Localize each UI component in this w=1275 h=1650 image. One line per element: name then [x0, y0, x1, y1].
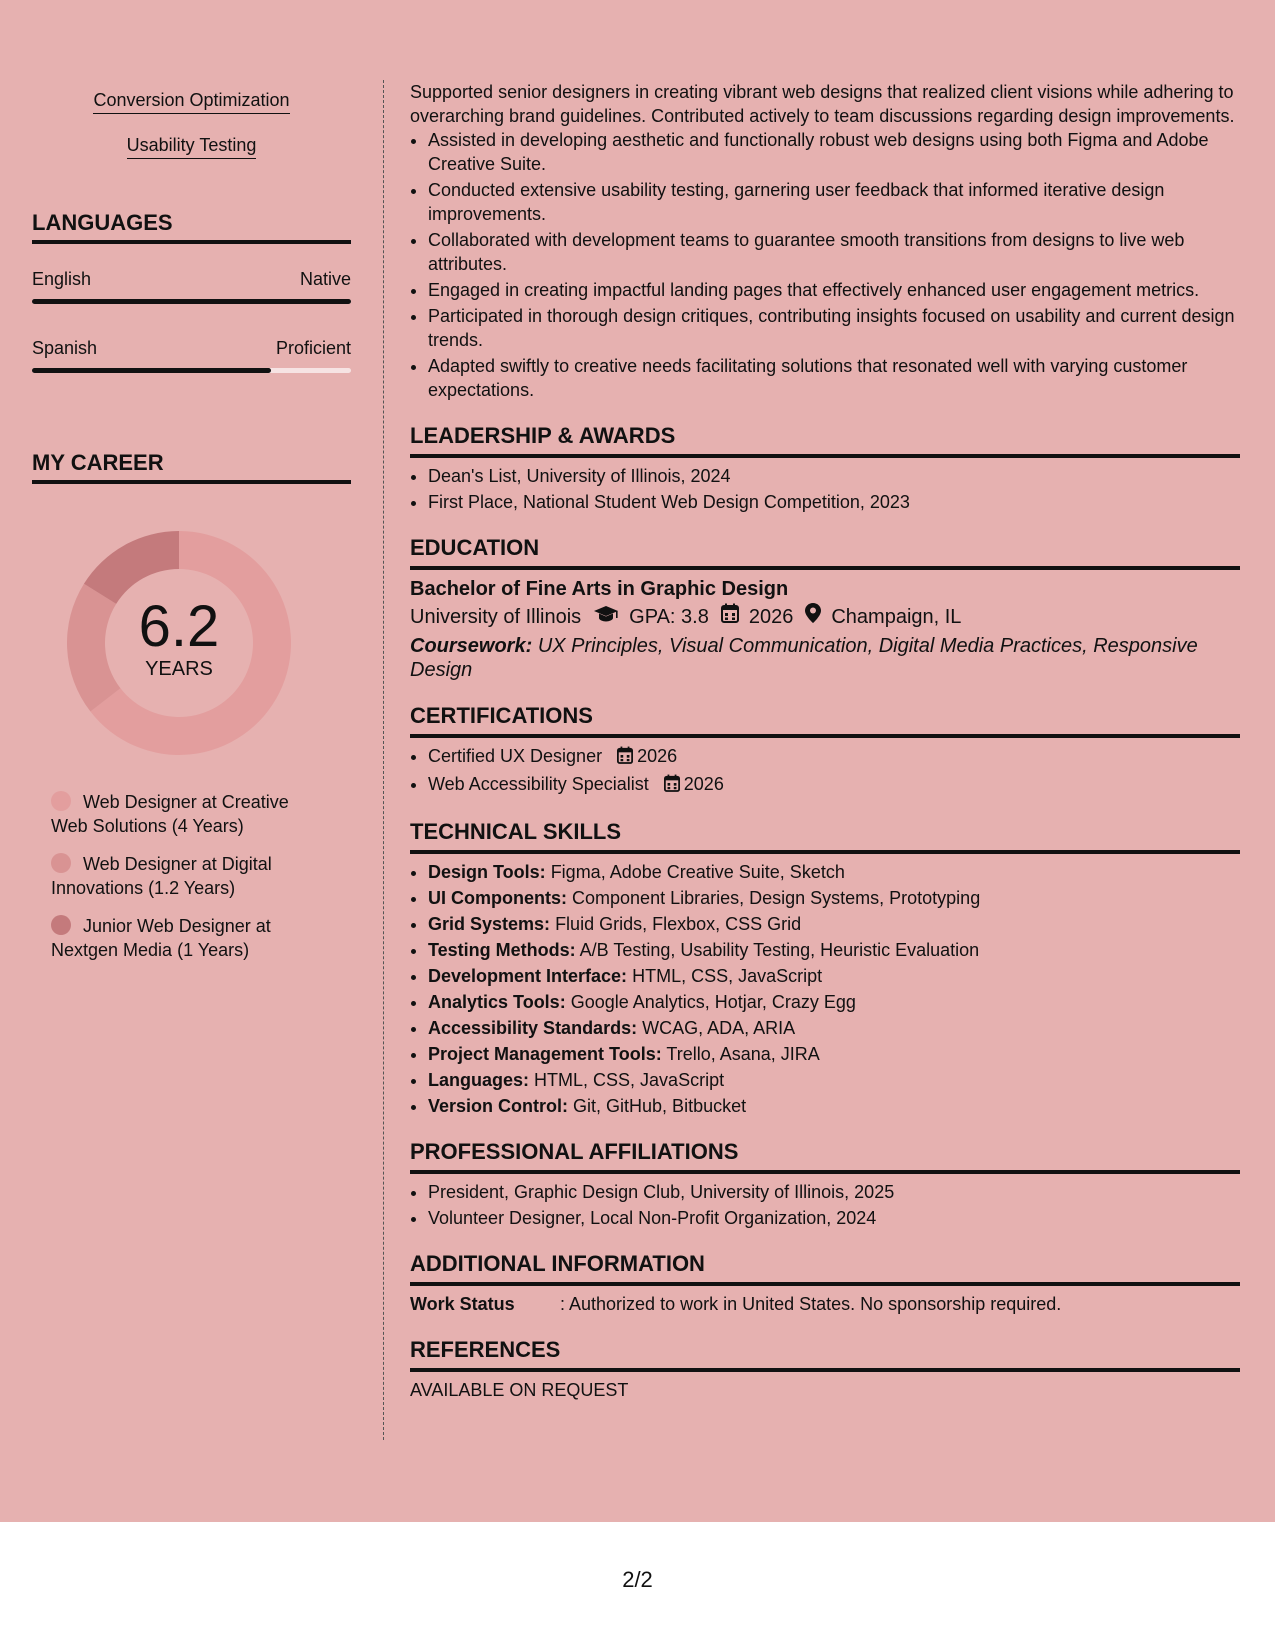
education-gpa: GPA: 3.8: [629, 606, 709, 628]
language-bar: [32, 368, 351, 373]
certification-year: 2026: [637, 746, 678, 766]
right-column: [410, 80, 1240, 1402]
language-level: Proficient: [275, 338, 351, 358]
legend-dot: [51, 791, 71, 811]
skill-category: Languages:: [428, 1070, 530, 1090]
career-total-years: 6.2: [138, 594, 220, 659]
skill-values: WCAG, ADA, ARIA: [642, 1018, 796, 1038]
experience-bullet: • Conducted extensive usability testing, garnering user feedback that informed iterative design improvements.: [428, 178, 1240, 226]
career-heading: MY CAREER: [32, 449, 351, 484]
language-row: [32, 268, 351, 290]
career-legend-item: [51, 852, 311, 900]
skill-values: Git, GitHub, Bitbucket: [573, 1096, 747, 1116]
skill-tag: Conversion Optimization: [93, 89, 289, 114]
skill-category: UI Components:: [428, 888, 567, 908]
affiliation-item: • President, Graphic Design Club, University of Illinois, 2025: [428, 1180, 1240, 1204]
certification-year: 2026: [683, 774, 724, 794]
leadership-heading: LEADERSHIP & AWARDS: [410, 422, 1240, 458]
coursework-list: UX Principles, Visual Communication, Digital Media Practices, Responsive Design: [410, 635, 1198, 681]
page-number: 2/2: [622, 1567, 653, 1592]
additional-info-heading: ADDITIONAL INFORMATION: [410, 1250, 1240, 1286]
skill-category: Version Control:: [428, 1096, 569, 1116]
career-legend: [51, 790, 311, 976]
language-bar-fill: [32, 368, 271, 373]
legend-label: Web Designer at Creative Web Solutions (4 Years): [51, 792, 289, 836]
affiliations-heading: PROFESSIONAL AFFILIATIONS: [410, 1138, 1240, 1174]
experience-bullet: • Engaged in creating impactful landing pages that effectively enhanced user engagement metrics.: [428, 278, 1240, 302]
technical-skill: [428, 1016, 1240, 1040]
career-legend-item: [51, 790, 311, 838]
experience-bullet: • Collaborated with development teams to guarantee smooth transitions from designs to live web attributes.: [428, 228, 1240, 276]
certification-item: [428, 744, 1240, 770]
legend-label: Junior Web Designer at Nextgen Media (1 Years): [51, 916, 271, 960]
legend-dot: [51, 915, 71, 935]
certifications-heading: CERTIFICATIONS: [410, 702, 1240, 738]
technical-skill: [428, 912, 1240, 936]
skill-values: Fluid Grids, Flexbox, CSS Grid: [555, 914, 802, 934]
work-status-value: : Authorized to work in United States. No sponsorship required.: [560, 1294, 1062, 1314]
skill-values: Trello, Asana, JIRA: [666, 1044, 820, 1064]
career-donut-chart: [64, 528, 294, 758]
skill-category: Testing Methods:: [428, 940, 576, 960]
graduation-cap-icon: [593, 602, 619, 632]
technical-skill: [428, 1042, 1240, 1066]
calendar-icon: [664, 774, 680, 798]
certification-name: Web Accessibility Specialist: [428, 774, 649, 794]
education-year: 2026: [748, 606, 794, 628]
calendar-icon: [617, 746, 633, 770]
language-bar-fill: [32, 299, 351, 304]
career-legend-item: [51, 914, 311, 962]
leadership-item: • Dean's List, University of Illinois, 2024: [428, 464, 1240, 488]
skill-values: Google Analytics, Hotjar, Crazy Egg: [570, 992, 856, 1012]
donut-center: [64, 528, 294, 758]
technical-skill: [428, 990, 1240, 1014]
certification-name: Certified UX Designer: [428, 746, 603, 766]
technical-skill: [428, 860, 1240, 884]
skill-category: Accessibility Standards:: [428, 1018, 638, 1038]
certifications-list: [410, 744, 1240, 798]
skill-values: A/B Testing, Usability Testing, Heuristic Evaluation: [579, 940, 980, 960]
skill-values: HTML, CSS, JavaScript: [534, 1070, 725, 1090]
career-unit: YEARS: [145, 658, 213, 680]
experience-summary: Supported senior designers in creating vibrant web designs that realized client visions while adhering to overarching brand guidelines. Contributed actively to team discussions regarding design improvements.: [410, 82, 1235, 126]
education-school: University of Illinois: [410, 606, 582, 628]
technical-skill: [428, 938, 1240, 962]
languages-heading: LANGUAGES: [32, 209, 351, 244]
legend-label: Web Designer at Digital Innovations (1.2 Years): [51, 854, 272, 898]
technical-skill: [428, 1068, 1240, 1092]
skill-category: Project Management Tools:: [428, 1044, 662, 1064]
education-heading: EDUCATION: [410, 534, 1240, 570]
skill-values: Figma, Adobe Creative Suite, Sketch: [550, 862, 845, 882]
education-coursework: [410, 634, 1240, 682]
experience-bullet: • Assisted in developing aesthetic and functionally robust web designs using both Figma and Adobe Creative Suite.: [428, 128, 1240, 176]
coursework-label: Coursework:: [410, 635, 533, 657]
technical-skill: [428, 1094, 1240, 1118]
skill-values: Component Libraries, Design Systems, Prototyping: [572, 888, 981, 908]
affiliations-list: [410, 1180, 1240, 1230]
experience-bullet: • Participated in thorough design critiques, contributing insights focused on usability and current design trends.: [428, 304, 1240, 352]
language-name: Spanish: [32, 338, 98, 358]
calendar-icon: [721, 602, 739, 632]
leadership-list: [410, 464, 1240, 514]
experience-bullets: [410, 128, 1240, 402]
column-divider: [383, 80, 384, 1440]
language-bar: [32, 299, 351, 304]
leadership-item: • First Place, National Student Web Design Competition, 2023: [428, 490, 1240, 514]
skill-values: HTML, CSS, JavaScript: [632, 966, 823, 986]
references-heading: REFERENCES: [410, 1336, 1240, 1372]
affiliation-item: • Volunteer Designer, Local Non-Profit Organization, 2024: [428, 1206, 1240, 1230]
skill-category: Design Tools:: [428, 862, 546, 882]
skill-category: Analytics Tools:: [428, 992, 566, 1012]
education-meta: [410, 602, 1240, 632]
references-text: AVAILABLE ON REQUEST: [410, 1380, 629, 1400]
technical-skill: [428, 964, 1240, 988]
skill-category: Development Interface:: [428, 966, 628, 986]
language-row: [32, 337, 351, 359]
technical-skill: [428, 886, 1240, 910]
skill-tag: Usability Testing: [127, 134, 257, 159]
certification-item: [428, 772, 1240, 798]
language-name: English: [32, 269, 92, 289]
technical-skills-heading: TECHNICAL SKILLS: [410, 818, 1240, 854]
legend-dot: [51, 853, 71, 873]
education-degree: Bachelor of Fine Arts in Graphic Design: [410, 578, 789, 600]
experience-bullet: • Adapted swiftly to creative needs facilitating solutions that resonated well with varying customer expectations.: [428, 354, 1240, 402]
technical-skills-list: [410, 860, 1240, 1118]
language-level: Native: [299, 269, 351, 289]
education-location: Champaign, IL: [831, 606, 962, 628]
skill-category: Grid Systems:: [428, 914, 551, 934]
map-pin-icon: [805, 602, 821, 632]
work-status-row: [410, 1292, 1240, 1316]
work-status-label: Work Status: [410, 1294, 515, 1314]
